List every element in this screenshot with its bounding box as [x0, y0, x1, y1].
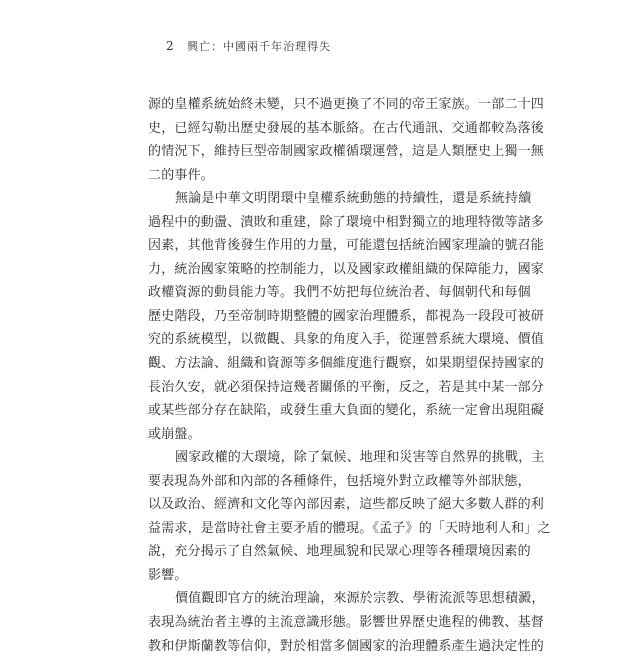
text-line: 價值觀即官方的統治理論，來源於宗教、學術流派等思想積澱，: [175, 591, 545, 607]
running-header: [166, 38, 331, 54]
text-line: 國家政權的大環境，除了氣候、地理和災害等自然界的挑戰，主: [175, 450, 545, 466]
text-line: 表現為統治者主導的主流意識形態。影響世界歷史進程的佛教、基督: [148, 615, 545, 631]
text-line: 或某些部分存在缺陷，或發生重大負面的變化，系統一定會出現阻礙: [148, 403, 545, 419]
text-line: 或崩盤。: [148, 426, 201, 442]
text-line: 史，已經勾勒出歷史發展的基本脈絡。在古代通訊、交通都較為落後: [148, 120, 545, 136]
text-line: 究的系統模型，以微觀、具象的角度入手，從運營系統大環境、價值: [148, 332, 545, 348]
text-line: 益需求，是當時社會主要矛盾的體現。《孟子》的「天時地利人和」之: [148, 520, 551, 536]
text-line: 觀、方法論、組織和資源等多個維度進行觀察，如果期望保持國家的: [148, 356, 545, 372]
text-line: 過程中的動盪、潰敗和重建，除了環境中相對獨立的地理特徵等諸多: [148, 214, 545, 230]
text-line: 以及政治、經濟和文化等內部因素，這些都反映了絕大多數人群的利: [148, 497, 545, 513]
body-text: [148, 93, 551, 658]
text-line: 因素，其他背後發生作用的力量，可能還包括統治國家理論的號召能: [148, 238, 545, 254]
text-line: 影響。: [148, 567, 188, 583]
text-line: 長治久安，就必須保持這幾者關係的平衡，反之，若是其中某一部分: [148, 379, 545, 395]
text-line: 無論是中華文明閉環中皇權系統動態的持續性，還是系統持續: [175, 191, 532, 207]
running-title: 興亡：中國兩千年治理得失: [187, 40, 332, 53]
text-line: 政權資源的動員能力等。我們不妨把每位統治者、每個朝代和每個: [148, 285, 531, 301]
text-line: 教和伊斯蘭教等信仰，對於相當多個國家的治理體系產生過決定性的: [148, 638, 545, 654]
text-line: 的情況下，維持巨型帝制國家政權循環運營，這是人類歷史上獨一無: [148, 144, 545, 160]
text-line: 源的皇權系統始終未變，只不過更換了不同的帝王家族。一部二十四: [148, 97, 545, 112]
text-line: 說，充分揭示了自然氣候、地理風貌和民眾心理等各種環境因素的: [148, 544, 531, 560]
text-line: 力，統治國家策略的控制能力，以及國家政權組織的保障能力，國家: [148, 261, 545, 277]
page-number: 2: [166, 39, 175, 53]
text-line: 要表現為外部和內部的各種條件，包括境外對立政權等外部狀態，: [148, 473, 531, 489]
text-line: 二的事件。: [148, 167, 215, 183]
text-line: 歷史階段，乃至帝制時期整體的國家治理體系，都視為一段段可被研: [148, 308, 545, 324]
